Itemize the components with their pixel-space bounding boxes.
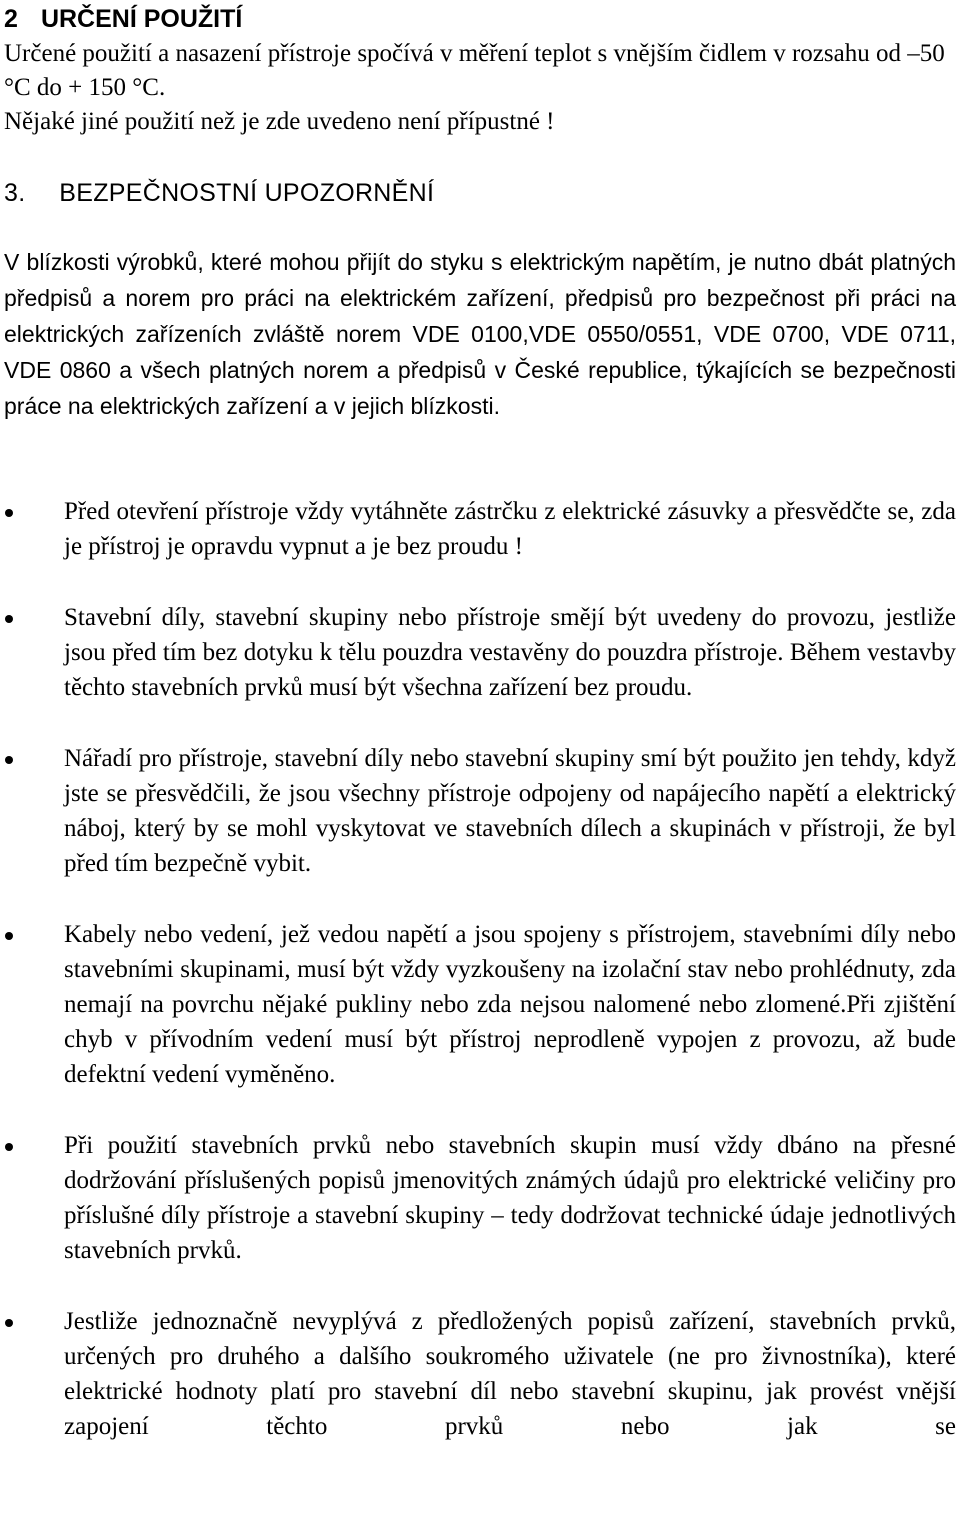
bullet-dot-icon <box>5 756 13 764</box>
safety-bullet-text: Před otevření přístroje vždy vytáhněte zástrčku z elektrické zásuvky a přesvědčte se, zda je přístroj je opravdu vypnut a je bez proudu ! <box>64 498 956 560</box>
safety-bullet-list <box>0 494 960 1480</box>
safety-bullet-text: Jestliže jednoznačně nevyplývá z předložených popisů zařízení, stavebních prvků, určených pro druhého a dalšího soukromého uživatele (ne pro živnostníka), které elektrické hodnoty platí pro stavební díl nebo stavební skupinu, jak provést vnější zapojení těchto prvků nebo jak se <box>64 1308 956 1440</box>
section-2-usage-text: Určené použití a nasazení přístroje spočívá v měření teplot s vnějším čidlem v rozsahu od –50 °C do + 150 °C. <box>4 40 945 101</box>
safety-bullet-item <box>0 917 956 1092</box>
safety-bullet-item <box>0 1128 956 1268</box>
bullet-dot-icon <box>5 1143 13 1151</box>
safety-bullet-text: Stavební díly, stavební skupiny nebo přístroje smějí být uvedeny do provozu, jestliže jsou před tím bez dotyku k tělu pouzdra vestavěny do pouzdra přístroje. Během vestavby těchto stavebních prvků musí být všechna zařízení bez proudu. <box>64 604 956 701</box>
safety-bullet-item <box>0 1304 956 1444</box>
section-3-intro-paragraph: V blízkosti výrobků, které mohou přijít do styku s elektrickým napětím, je nutno dbát platných předpisů a norem pro práci na elektrickém zařízení, předpisů pro bezpečnost při práci na elektrických zařízeních zvláště norem VDE 0100,VDE 0550/0551, VDE 0700, VDE 0711, VDE 0860 a všech platných norem a předpisů v České republice, týkajících se bezpečnosti práce na elektrických zařízení a v jejich blízkosti. <box>4 249 956 419</box>
section-2-title: URČENÍ POUŽITÍ <box>40 5 243 33</box>
section-2-number: 2 <box>4 5 18 33</box>
bullet-dot-icon <box>5 615 13 623</box>
safety-bullet-text: Kabely nebo vedení, jež vedou napětí a jsou spojeny s přístrojem, stavebními díly nebo stavebními skupinami, musí být vždy vyzkoušeny na izolační stav nebo prohlédnuty, zda nemají na povrchu nějaké pukliny nebo zda nejsou nalomené nebo zlomené.Při zjištění chyb v přívodním vedení musí být přístroj neprodleně vypojen z provozu, až bude defektní vedení vyměněno. <box>64 921 956 1088</box>
safety-bullet-item <box>0 600 956 705</box>
safety-bullet-item <box>0 494 956 564</box>
safety-bullet-item <box>0 741 956 881</box>
safety-bullet-text: Nářadí pro přístroje, stavební díly nebo stavební skupiny smí být použito jen tehdy, když jste se přesvědčili, že jsou všechny přístroje odpojeny od napájecího napětí a elektrický náboj, který by se mohl vyskytovat ve stavebních dílech a skupinách v přístroji, že byl před tím bezpečně vybit. <box>64 745 956 877</box>
section-3-heading <box>4 178 434 208</box>
bullet-dot-icon <box>5 932 13 940</box>
section-3-title: BEZPEČNOSTNÍ UPOZORNĚNÍ <box>59 179 435 207</box>
safety-bullet-text: Při použití stavebních prvků nebo stavebních skupin musí vždy dbáno na přesné dodržování příslušených popisů jmenovitých známých údajů pro elektrické veličiny pro příslušné díly přístroje a stavební skupiny – tedy dodržovat technické údaje jednotlivých stavebních prvků. <box>64 1132 956 1264</box>
bullet-dot-icon <box>5 509 13 517</box>
section-2-heading <box>4 4 242 34</box>
bullet-dot-icon <box>5 1319 13 1327</box>
section-3-number: 3. <box>4 179 26 207</box>
section-2-restriction-text: Nějaké jiné použití než je zde uvedeno není přípustné ! <box>4 108 555 135</box>
